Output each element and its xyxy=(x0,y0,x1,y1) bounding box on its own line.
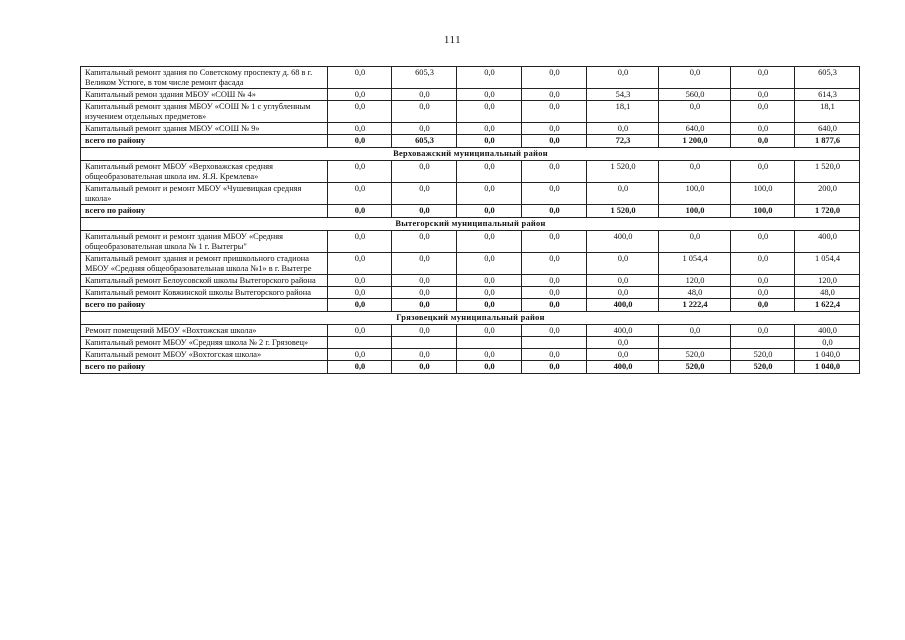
value-cell: 0,0 xyxy=(392,325,457,337)
value-cell: 120,0 xyxy=(659,275,731,287)
value-cell: 18,1 xyxy=(795,101,860,123)
value-cell: 0,0 xyxy=(392,101,457,123)
value-cell: 0,0 xyxy=(587,123,659,135)
total-label: всего по району xyxy=(81,299,328,312)
table-body xyxy=(81,67,860,374)
value-cell: 0,0 xyxy=(457,205,522,218)
value-cell: 0,0 xyxy=(457,299,522,312)
project-name-cell: Капитальный ремонт здания МБОУ «СОШ № 1 с углубленным изучением отдельных предметов» xyxy=(81,101,328,123)
value-cell xyxy=(328,337,392,349)
value-cell: 1 054,4 xyxy=(659,253,731,275)
value-cell: 0,0 xyxy=(457,287,522,299)
value-cell: 0,0 xyxy=(522,89,587,101)
value-cell: 1 520,0 xyxy=(587,205,659,218)
value-cell: 0,0 xyxy=(587,275,659,287)
value-cell: 100,0 xyxy=(659,205,731,218)
value-cell: 0,0 xyxy=(522,325,587,337)
value-cell: 0,0 xyxy=(587,349,659,361)
table-row xyxy=(81,275,860,287)
value-cell: 0,0 xyxy=(731,123,795,135)
value-cell: 400,0 xyxy=(795,325,860,337)
value-cell: 18,1 xyxy=(587,101,659,123)
value-cell: 0,0 xyxy=(328,287,392,299)
value-cell: 0,0 xyxy=(457,89,522,101)
value-cell: 0,0 xyxy=(392,275,457,287)
value-cell: 0,0 xyxy=(328,101,392,123)
value-cell: 0,0 xyxy=(522,161,587,183)
value-cell: 0,0 xyxy=(328,361,392,374)
value-cell: 1 222,4 xyxy=(659,299,731,312)
value-cell: 1 040,0 xyxy=(795,349,860,361)
value-cell: 400,0 xyxy=(587,325,659,337)
value-cell: 605,3 xyxy=(795,67,860,89)
value-cell: 0,0 xyxy=(659,231,731,253)
value-cell: 100,0 xyxy=(659,183,731,205)
project-name-cell: Капитальный ремонт и ремонт здания МБОУ «Средняя общеобразовательная школа № 1 г. Вытегры" xyxy=(81,231,328,253)
value-cell: 560,0 xyxy=(659,89,731,101)
value-cell: 0,0 xyxy=(328,161,392,183)
value-cell: 0,0 xyxy=(522,183,587,205)
value-cell: 0,0 xyxy=(522,349,587,361)
value-cell: 1 622,4 xyxy=(795,299,860,312)
project-name-cell: Капитальный ремонт МБОУ «Средняя школа № 2 г. Грязовец» xyxy=(81,337,328,349)
value-cell: 0,0 xyxy=(328,325,392,337)
value-cell: 1 520,0 xyxy=(795,161,860,183)
value-cell: 0,0 xyxy=(522,135,587,148)
value-cell: 0,0 xyxy=(457,231,522,253)
value-cell: 0,0 xyxy=(328,275,392,287)
value-cell: 0,0 xyxy=(587,253,659,275)
value-cell: 0,0 xyxy=(392,361,457,374)
value-cell: 0,0 xyxy=(731,325,795,337)
value-cell xyxy=(392,337,457,349)
value-cell: 0,0 xyxy=(392,205,457,218)
value-cell: 400,0 xyxy=(587,231,659,253)
value-cell: 400,0 xyxy=(587,299,659,312)
value-cell xyxy=(731,337,795,349)
value-cell: 0,0 xyxy=(522,299,587,312)
value-cell: 0,0 xyxy=(522,123,587,135)
section-title: Вытегорский муниципальный район xyxy=(81,218,860,231)
table-row xyxy=(81,253,860,275)
total-label: всего по району xyxy=(81,205,328,218)
value-cell: 0,0 xyxy=(659,161,731,183)
value-cell: 605,3 xyxy=(392,67,457,89)
value-cell: 48,0 xyxy=(795,287,860,299)
table-row xyxy=(81,67,860,89)
value-cell: 0,0 xyxy=(392,287,457,299)
project-name-cell: Капитальный ремон здания МБОУ «СОШ № 4» xyxy=(81,89,328,101)
value-cell: 0,0 xyxy=(731,161,795,183)
project-name-cell: Капитальный ремонт Ковжинской школы Вытегорского района xyxy=(81,287,328,299)
table-row xyxy=(81,231,860,253)
value-cell: 0,0 xyxy=(457,101,522,123)
value-cell: 0,0 xyxy=(392,299,457,312)
district-total-row xyxy=(81,205,860,218)
value-cell: 0,0 xyxy=(659,101,731,123)
project-name-cell: Капитальный ремонт МБОУ «Верховажская средняя общеобразовательная школа им. Я.Я. Кремлева» xyxy=(81,161,328,183)
value-cell: 0,0 xyxy=(659,67,731,89)
value-cell: 0,0 xyxy=(522,101,587,123)
value-cell: 0,0 xyxy=(328,67,392,89)
value-cell: 400,0 xyxy=(795,231,860,253)
value-cell: 0,0 xyxy=(587,337,659,349)
value-cell: 0,0 xyxy=(328,299,392,312)
value-cell: 0,0 xyxy=(392,349,457,361)
value-cell: 0,0 xyxy=(328,231,392,253)
value-cell: 0,0 xyxy=(731,67,795,89)
value-cell: 520,0 xyxy=(731,349,795,361)
value-cell: 640,0 xyxy=(795,123,860,135)
section-title: Грязовецкий муниципальный район xyxy=(81,312,860,325)
budget-table xyxy=(80,66,860,374)
value-cell: 0,0 xyxy=(392,231,457,253)
value-cell: 100,0 xyxy=(731,205,795,218)
value-cell: 0,0 xyxy=(587,183,659,205)
value-cell: 0,0 xyxy=(731,299,795,312)
table-row xyxy=(81,337,860,349)
value-cell: 520,0 xyxy=(659,361,731,374)
value-cell: 0,0 xyxy=(457,325,522,337)
value-cell: 0,0 xyxy=(659,325,731,337)
value-cell: 0,0 xyxy=(457,275,522,287)
value-cell: 0,0 xyxy=(392,161,457,183)
value-cell: 0,0 xyxy=(731,287,795,299)
value-cell: 54,3 xyxy=(587,89,659,101)
value-cell: 0,0 xyxy=(457,361,522,374)
value-cell: 0,0 xyxy=(328,205,392,218)
value-cell: 640,0 xyxy=(659,123,731,135)
value-cell: 200,0 xyxy=(795,183,860,205)
value-cell xyxy=(522,337,587,349)
value-cell: 0,0 xyxy=(522,253,587,275)
value-cell: 0,0 xyxy=(731,231,795,253)
value-cell: 48,0 xyxy=(659,287,731,299)
table-row xyxy=(81,183,860,205)
value-cell: 0,0 xyxy=(457,349,522,361)
value-cell: 0,0 xyxy=(522,231,587,253)
value-cell: 0,0 xyxy=(328,123,392,135)
value-cell: 72,3 xyxy=(587,135,659,148)
value-cell: 0,0 xyxy=(392,253,457,275)
table-row xyxy=(81,287,860,299)
value-cell: 0,0 xyxy=(731,135,795,148)
section-header-row xyxy=(81,312,860,325)
value-cell: 0,0 xyxy=(522,205,587,218)
project-name-cell: Капитальный ремонт здания МБОУ «СОШ № 9» xyxy=(81,123,328,135)
value-cell: 0,0 xyxy=(731,275,795,287)
value-cell xyxy=(659,337,731,349)
section-header-row xyxy=(81,148,860,161)
value-cell: 1 520,0 xyxy=(587,161,659,183)
value-cell: 0,0 xyxy=(457,67,522,89)
value-cell: 0,0 xyxy=(392,89,457,101)
value-cell: 0,0 xyxy=(328,253,392,275)
page-number: 111 xyxy=(443,34,462,46)
table-row xyxy=(81,325,860,337)
value-cell: 605,3 xyxy=(392,135,457,148)
value-cell: 1 877,6 xyxy=(795,135,860,148)
table-row xyxy=(81,89,860,101)
section-title: Верховажский муниципальный район xyxy=(81,148,860,161)
value-cell: 0,0 xyxy=(522,361,587,374)
table-row xyxy=(81,101,860,123)
section-header-row xyxy=(81,218,860,231)
value-cell xyxy=(457,337,522,349)
value-cell: 1 720,0 xyxy=(795,205,860,218)
value-cell: 0,0 xyxy=(457,253,522,275)
value-cell: 0,0 xyxy=(731,101,795,123)
value-cell: 520,0 xyxy=(659,349,731,361)
value-cell: 0,0 xyxy=(522,275,587,287)
value-cell: 0,0 xyxy=(457,123,522,135)
district-total-row xyxy=(81,361,860,374)
value-cell: 0,0 xyxy=(731,89,795,101)
value-cell: 614,3 xyxy=(795,89,860,101)
value-cell: 0,0 xyxy=(328,89,392,101)
value-cell: 1 054,4 xyxy=(795,253,860,275)
value-cell: 0,0 xyxy=(328,135,392,148)
project-name-cell: Капитальный ремонт и ремонт МБОУ «Чушевицкая средняя школа» xyxy=(81,183,328,205)
table-row xyxy=(81,349,860,361)
project-name-cell: Ремонт помещений МБОУ «Вохтожская школа» xyxy=(81,325,328,337)
value-cell: 0,0 xyxy=(587,287,659,299)
value-cell: 0,0 xyxy=(392,183,457,205)
value-cell: 0,0 xyxy=(795,337,860,349)
district-total-row xyxy=(81,135,860,148)
value-cell: 100,0 xyxy=(731,183,795,205)
value-cell: 0,0 xyxy=(522,287,587,299)
project-name-cell: Капитальный ремонт здания по Советскому проспекту д. 68 в г. Великом Устюге, в том числе ремонт фасада xyxy=(81,67,328,89)
value-cell: 0,0 xyxy=(587,67,659,89)
value-cell: 520,0 xyxy=(731,361,795,374)
project-name-cell: Капитальный ремонт МБОУ «Вохтогская школа» xyxy=(81,349,328,361)
value-cell: 0,0 xyxy=(522,67,587,89)
project-name-cell: Капитальный ремонт здания и ремонт пришкольного стадиона МБОУ «Средняя общеобразовательная школа №1» в г. Вытегре xyxy=(81,253,328,275)
table-row xyxy=(81,123,860,135)
total-label: всего по району xyxy=(81,361,328,374)
value-cell: 0,0 xyxy=(457,135,522,148)
total-label: всего по району xyxy=(81,135,328,148)
district-total-row xyxy=(81,299,860,312)
value-cell: 0,0 xyxy=(328,349,392,361)
table-row xyxy=(81,161,860,183)
value-cell: 0,0 xyxy=(328,183,392,205)
value-cell: 0,0 xyxy=(457,161,522,183)
value-cell: 400,0 xyxy=(587,361,659,374)
project-name-cell: Капитальный ремонт Белоусовской школы Вытегорского района xyxy=(81,275,328,287)
value-cell: 0,0 xyxy=(392,123,457,135)
value-cell: 0,0 xyxy=(731,253,795,275)
value-cell: 0,0 xyxy=(457,183,522,205)
value-cell: 1 040,0 xyxy=(795,361,860,374)
value-cell: 1 200,0 xyxy=(659,135,731,148)
value-cell: 120,0 xyxy=(795,275,860,287)
